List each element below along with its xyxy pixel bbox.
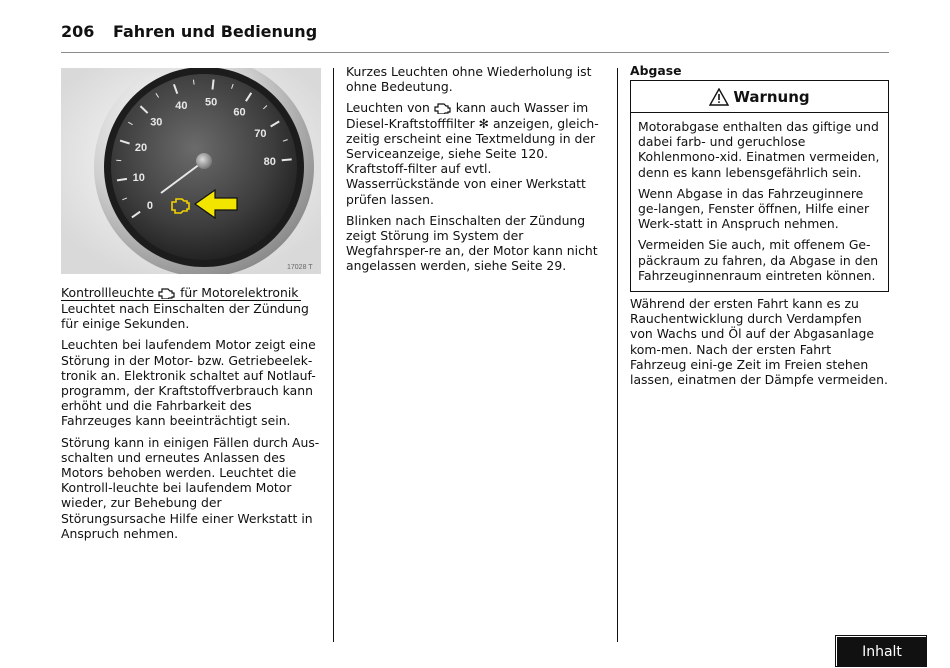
chapter-title: Fahren und Bedienung [113, 22, 318, 41]
engine-icon [158, 287, 176, 299]
gauge-tick-label: 0 [146, 199, 153, 212]
section-heading-abgase [630, 64, 888, 78]
column-3-text [630, 296, 888, 393]
warning-header [631, 81, 888, 113]
column-2-text [346, 64, 608, 280]
warning-box [630, 80, 889, 292]
gauge-tick-label: 10 [132, 172, 145, 185]
gauge-tick-label: 30 [150, 116, 163, 129]
paragraph: Leuchtet nach Einschalten der Zündung für einige Sekunden. [61, 301, 309, 332]
gauge-svg [61, 68, 321, 274]
paragraph: Leuchten bei laufendem Motor zeigt eine Störung in der Motor- bzw. Getriebeelek-tronik an. Elektronik schaltet auf Notlauf-programm, der Kraftstoffverbrauch kann erhöht und die Fahrbarkeit des Fahrzeuges kann beeinträchtigt sein. [61, 337, 316, 429]
column-1-text [61, 301, 323, 547]
paragraph: Während der ersten Fahrt kann es zu Rauchentwicklung durch Verdampfen von Wachs und Öl auf der Abgasanlage kom-men. Nach der ersten Fahrt Fahrzeug eini-ge Zeit im Freien stehen lassen, einatmen der Dämpfe vermeiden. [630, 296, 888, 388]
gauge-hub [196, 153, 212, 169]
engine-icon [434, 102, 452, 114]
section-title: Abgase [630, 63, 682, 78]
contents-button-label: Inhalt [862, 644, 902, 660]
paragraph: Vermeiden Sie auch, mit offenem Ge-päckraum zu fahren, da Abgase in den Fahrzeuginnenraum eintreten können. [638, 237, 879, 283]
column-divider-1 [333, 68, 334, 642]
speedometer-illustration [61, 68, 321, 274]
caption-text-end: für Motorelektronik [180, 285, 299, 300]
contents-button[interactable] [837, 637, 927, 667]
gauge-tick-label: 70 [254, 127, 267, 140]
image-code: 17028 T [287, 264, 313, 271]
gauge-tick-label: 60 [233, 106, 246, 119]
gauge-tick [212, 80, 213, 90]
column-divider-2 [617, 68, 618, 642]
caption-text-start: Kontrollleuchte [61, 285, 155, 300]
gauge-tick-label: 80 [263, 156, 276, 169]
paragraph: Blinken nach Einschalten der Zündung zeigt Störung im System der Wegfahrsper-re an, der Motor kann nicht angelassen werden, siehe Seite 29. [346, 212, 598, 274]
fuel-filter-icon: ✻ [478, 115, 490, 131]
gauge-tick-label: 20 [134, 142, 148, 155]
paragraph: Kurzes Leuchten ohne Wiederholung ist ohne Bedeutung. [346, 64, 592, 95]
gauge-tick-label: 50 [205, 96, 218, 109]
gauge-tick [193, 80, 194, 85]
paragraph: Leuchten von kann auch Wasser im Diesel-Kraftstofffilter ✻ anzeigen, gleich-zeitig erscheint eine Textmeldung in der Serviceanzeige, siehe Seite 120. Kraftstoff-filter auf evtl. Wasserrückstände von einer Werkstatt prüfen lassen. [346, 100, 599, 207]
warning-title: Warnung [733, 87, 810, 106]
warning-triangle-icon [709, 88, 729, 106]
page-header [61, 22, 889, 53]
engine-light-heading [61, 285, 301, 301]
paragraph: Wenn Abgase in das Fahrzeuginnere ge-langen, Fenster öffnen, Hilfe einer Werk-statt in Anspruch nehmen. [638, 185, 870, 232]
page-number: 206 [61, 22, 95, 41]
paragraph: Störung kann in einigen Fällen durch Aus-schalten und erneutes Anlassen des Motors behoben werden. Leuchtet die Kontroll-leuchte bei laufendem Motor wieder, zur Behebung der Störungsursache Hilfe einer Werkstatt in Anspruch nehmen. [61, 434, 320, 541]
warning-body [631, 113, 888, 283]
gauge-tick [282, 159, 292, 160]
paragraph: Motorabgase enthalten das giftige und dabei farb- und geruchlose Kohlenmono-xid. Einatmen vermeiden, denn es kann lebensgefährlich sein. [638, 119, 880, 180]
gauge-tick-label: 40 [175, 99, 188, 112]
